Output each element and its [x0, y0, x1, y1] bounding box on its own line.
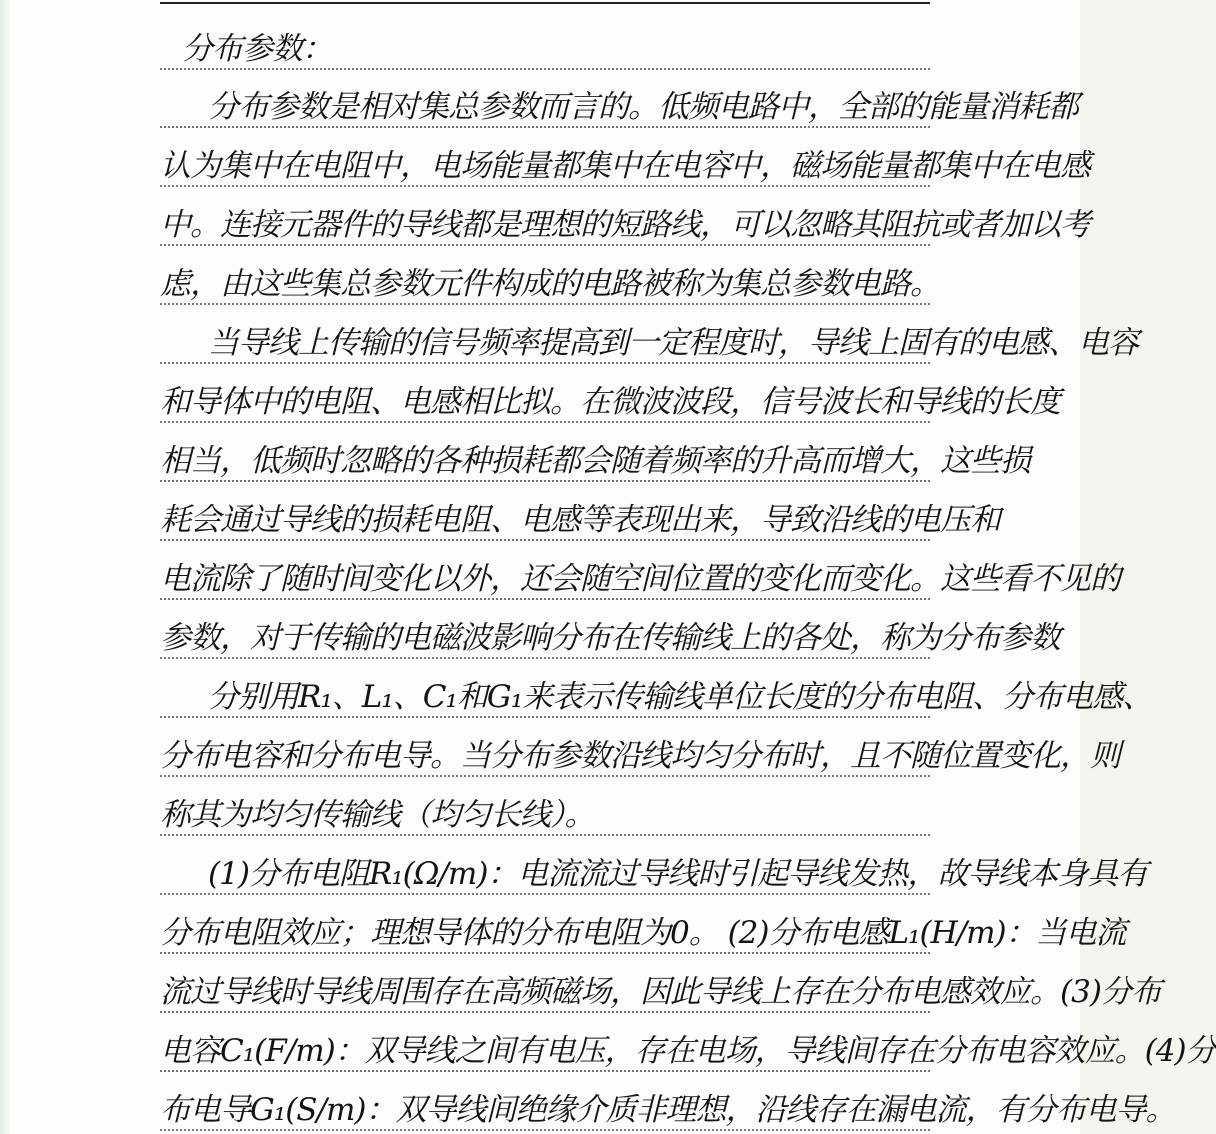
page-edge-shadow — [0, 0, 10, 1134]
text-line — [160, 896, 1126, 954]
ruled-line — [160, 244, 930, 246]
text-line — [160, 660, 1153, 718]
ruled-line — [160, 775, 930, 777]
text-line — [160, 306, 1138, 364]
ruled-line — [160, 480, 930, 482]
text-line — [160, 719, 1120, 777]
text-line — [160, 1073, 1176, 1131]
line-text: 虑，由这些集总参数元件构成的电路被称为集总参数电路。 — [160, 266, 940, 302]
line-text: 分布电容和分布电导。当分布参数沿线均匀分布时，且不随位置变化，则 — [160, 738, 1120, 774]
line-text: 称其为均匀传输线（均匀长线）。 — [160, 797, 595, 833]
ruled-line — [160, 716, 930, 718]
line-text: 当导线上传输的信号频率提高到一定程度时，导线上固有的电感、电容 — [208, 325, 1138, 361]
line-text: 参数，对于传输的电磁波影响分布在传输线上的各处，称为分布参数 — [160, 620, 1060, 656]
text-line — [160, 542, 1120, 600]
ruled-line — [160, 598, 930, 600]
ruled-line — [160, 657, 930, 659]
line-text: 分别用R₁、L₁、C₁和G₁来表示传输线单位长度的分布电阻、分布电感、 — [208, 679, 1153, 715]
text-line — [160, 365, 1060, 423]
line-text: (1)分布电阻R₁(Ω/m)：电流流过导线时引起导线发热，故导线本身具有 — [208, 856, 1148, 892]
ruled-line — [160, 185, 930, 187]
text-line — [160, 601, 1060, 659]
line-text: 认为集中在电阻中，电场能量都集中在电容中，磁场能量都集中在电感 — [160, 148, 1090, 184]
ruled-line — [160, 303, 930, 305]
line-text: 流过导线时导线周围存在高频磁场，因此导线上存在分布电感效应。(3)分布 — [160, 974, 1161, 1010]
text-line — [160, 1014, 1216, 1072]
text-line — [160, 837, 1148, 895]
ruled-line — [160, 893, 930, 895]
line-text: 电流除了随时间变化以外，还会随空间位置的变化而变化。这些看不见的 — [160, 561, 1120, 597]
text-line — [160, 70, 1078, 128]
ruled-line — [160, 362, 930, 364]
line-text: 电容C₁(F/m)：双导线之间有电压，存在电场，导线间存在分布电容效应。(4)分 — [160, 1033, 1216, 1069]
text-line — [160, 188, 1090, 246]
top-rule — [160, 2, 930, 4]
ruled-line — [160, 539, 930, 541]
ruled-line — [160, 952, 930, 954]
line-text: 中。连接元器件的导线都是理想的短路线，可以忽略其阻抗或者加以考 — [160, 207, 1090, 243]
ruled-line — [160, 1129, 930, 1131]
line-text: 分布电阻效应；理想导体的分布电阻为0。 (2)分布电感L₁(H/m)：当电流 — [160, 915, 1126, 951]
ruled-line — [160, 421, 930, 423]
line-text: 和导体中的电阻、电感相比拟。在微波波段，信号波长和导线的长度 — [160, 384, 1060, 420]
text-line — [160, 247, 940, 305]
line-text: 耗会通过导线的损耗电阻、电感等表现出来，导致沿线的电压和 — [160, 502, 1000, 538]
text-line — [160, 955, 1161, 1013]
text-line — [160, 129, 1090, 187]
line-text: 相当，低频时忽略的各种损耗都会随着频率的升高而增大，这些损 — [160, 443, 1030, 479]
page-title: 分布参数： — [182, 31, 332, 67]
line-text: 分布参数是相对集总参数而言的。低频电路中，全部的能量消耗都 — [208, 89, 1078, 125]
heading-line — [160, 12, 930, 70]
text-line — [160, 483, 1000, 541]
ruled-line — [160, 834, 930, 836]
text-line — [160, 424, 1030, 482]
text-line — [160, 778, 930, 836]
ruled-line — [160, 1011, 930, 1013]
ruled-line — [160, 1070, 930, 1072]
ruled-line — [160, 126, 930, 128]
line-text: 布电导G₁(S/m)：双导线间绝缘介质非理想，沿线存在漏电流，有分布电导。 — [160, 1092, 1176, 1128]
